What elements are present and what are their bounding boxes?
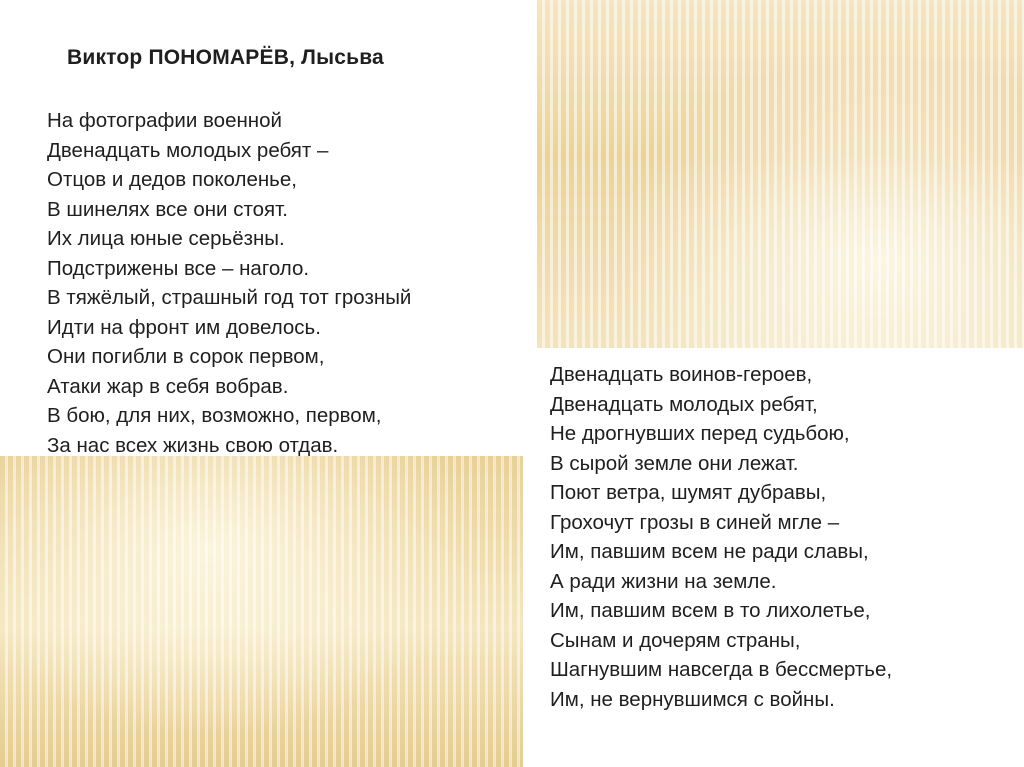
poem-line: Идти на фронт им довелось.: [47, 315, 321, 339]
poem-line: Им, павшим всем не ради славы,: [550, 540, 869, 563]
poem-line: Им, не вернувшимся с войны.: [550, 687, 835, 711]
poem-line: Им, павшим всем в то лихолетье,: [550, 599, 871, 622]
poem-line: Сынам и дочерям страны,: [550, 628, 801, 652]
poem-line: В сырой земле они лежат.: [550, 451, 799, 475]
poem-line: А ради жизни на земле.: [550, 569, 777, 593]
poem-card-right: [537, 348, 1024, 767]
poem-line: В тяжёлый, страшный год тот грозный: [47, 286, 412, 309]
poem-line: Двенадцать воинов-героев,: [550, 363, 813, 386]
poem-line: Отцов и дедов поколенье,: [47, 168, 297, 191]
poem-line: Грохочут грозы в синей мгле –: [550, 510, 840, 534]
poem-line: Подстрижены все – наголо.: [47, 256, 310, 280]
poem-line: В бою, для них, возможно, первом,: [47, 404, 382, 427]
poem-stanza-left: [47, 106, 411, 460]
decorative-striped-panel-top: [537, 0, 1024, 348]
decorative-striped-panel-bottom: [0, 456, 523, 767]
poem-line: Их лица юные серьёзны.: [47, 227, 285, 250]
poem-card-left: [38, 28, 523, 456]
poem-line: Двенадцать молодых ребят –: [47, 138, 329, 162]
poem-line: Двенадцать молодых ребят,: [550, 392, 818, 416]
poem-line: За нас всех жизнь свою отдав.: [47, 433, 339, 457]
poem-line: Не дрогнувших перед судьбою,: [550, 422, 850, 445]
poem-author-title: Виктор ПОНОМАРЁВ, Лысьва: [67, 46, 384, 69]
poem-line: Они погибли в сорок первом,: [47, 345, 325, 368]
poem-line: Поют ветра, шумят дубравы,: [550, 481, 827, 504]
poem-stanza-right: [550, 360, 892, 714]
poem-line: Шагнувшим навсегда в бессмертье,: [550, 658, 893, 681]
poem-line: В шинелях все они стоят.: [47, 197, 288, 221]
poem-line: На фотографии военной: [47, 109, 282, 132]
poem-line: Атаки жар в себя вобрав.: [47, 374, 289, 398]
